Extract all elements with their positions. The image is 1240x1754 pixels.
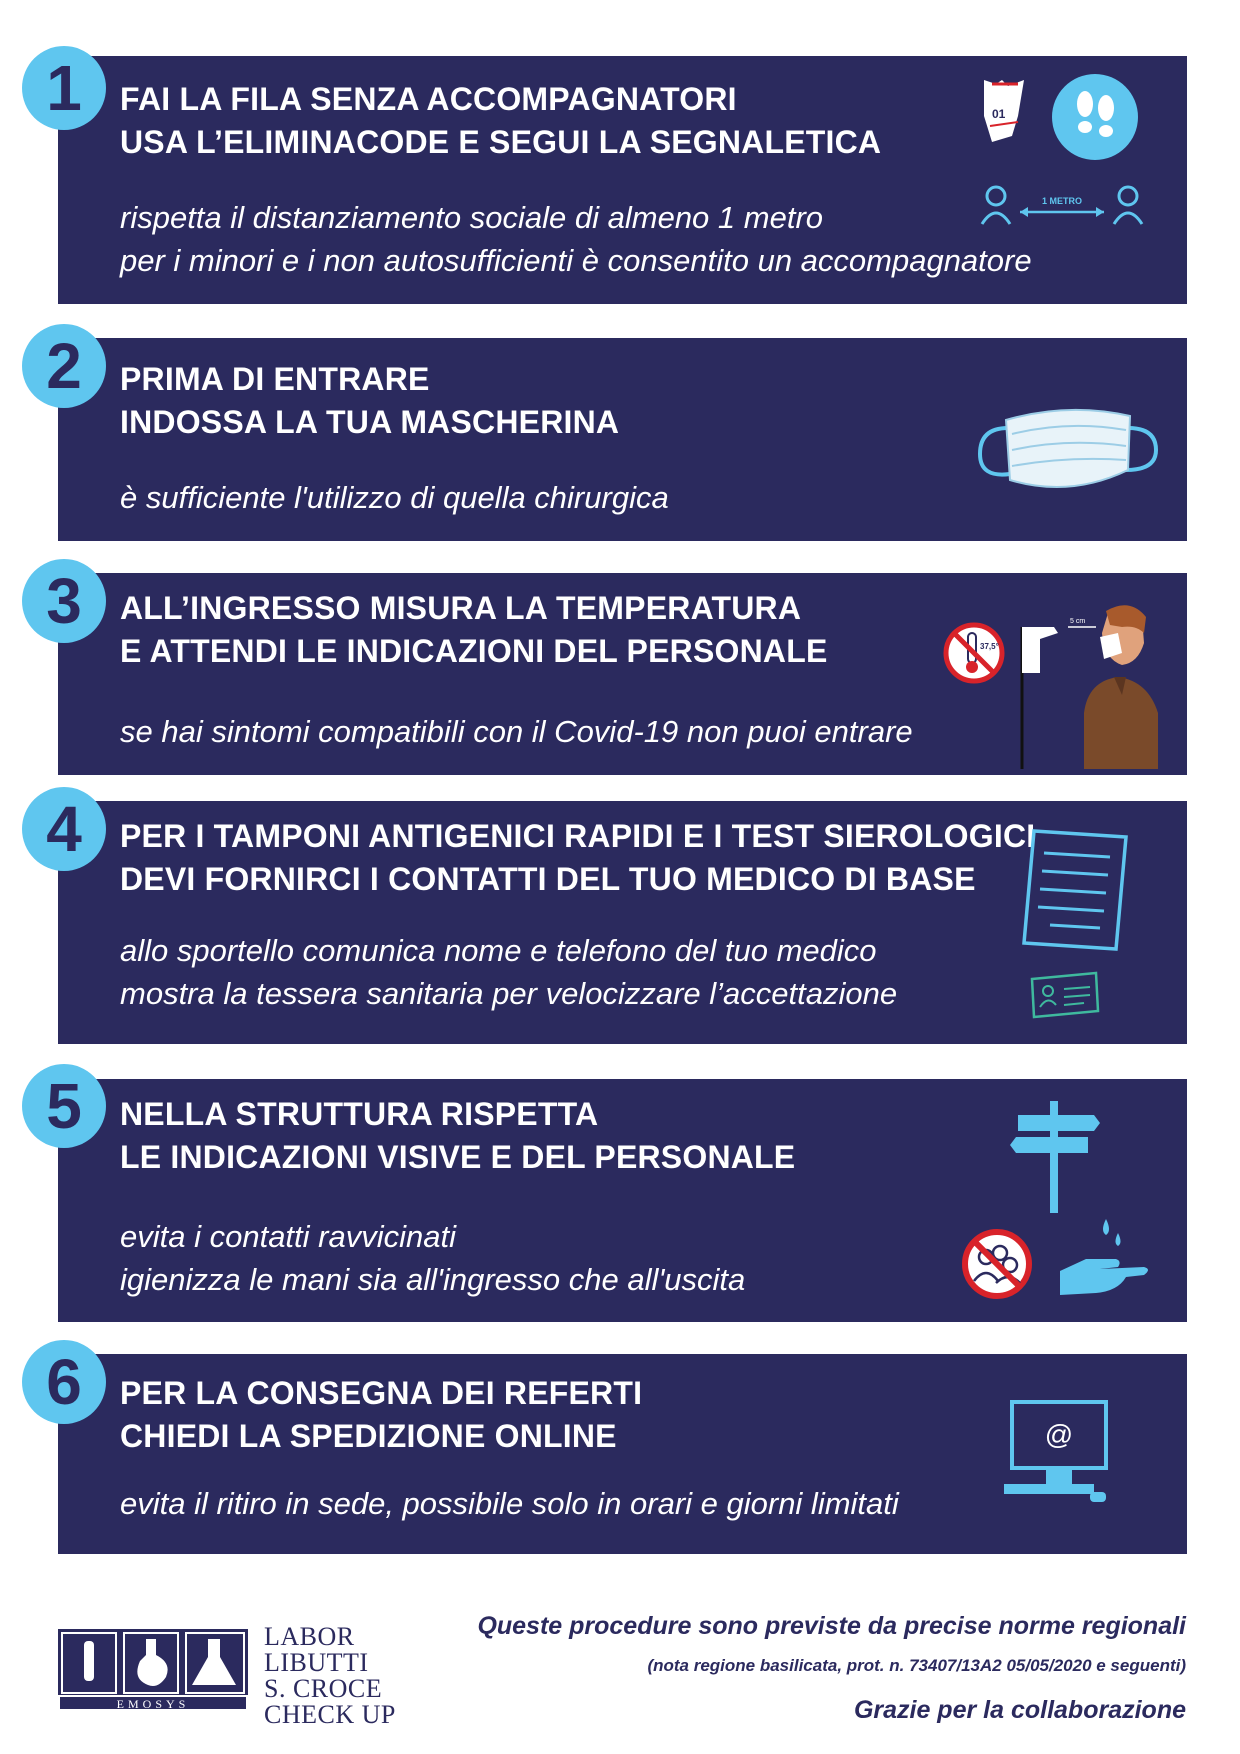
regulation-note: Queste procedure sono previste da precise norme regionali <box>477 1612 1186 1640</box>
step-title-line: CHIEDI LA SPEDIZIONE ONLINE <box>120 1418 617 1454</box>
step-title-line: PRIMA DI ENTRARE <box>120 361 430 397</box>
step-subtitle <box>120 1215 745 1301</box>
step-title <box>120 1372 642 1458</box>
logo-text: EMOSYS <box>116 1697 190 1711</box>
step-title <box>120 1093 795 1179</box>
step-panel-5 <box>58 1079 1187 1322</box>
id-card-icon <box>1028 971 1100 1019</box>
step-title-line: PER I TAMPONI ANTIGENICI RAPIDI E I TEST SIEROLOGICI <box>120 818 1036 854</box>
step-title <box>120 358 619 444</box>
brand-line: LIBUTTI <box>264 1648 369 1677</box>
step-title-line: PER LA CONSEGNA DEI REFERTI <box>120 1375 643 1411</box>
step-subtitle-line: igienizza le mani sia all'ingresso che all'uscita <box>120 1262 746 1297</box>
no-crowd-icon <box>960 1227 1034 1301</box>
hand-sanitize-icon <box>1056 1215 1156 1301</box>
email-symbol: @ <box>1044 1419 1074 1450</box>
document-icon <box>1020 827 1130 953</box>
step-subtitle <box>120 476 669 519</box>
step-number: 2 <box>46 330 82 402</box>
step-number: 1 <box>46 52 82 124</box>
step-number: 3 <box>46 565 82 637</box>
step-subtitle-line: mostra la tessera sanitaria per velocizzare l’accettazione <box>120 976 898 1011</box>
thanks-text: Grazie per la collaborazione <box>853 1696 1186 1724</box>
step-panel-3 <box>58 573 1187 775</box>
step-subtitle-line: evita il ritiro in sede, possibile solo in orari e giorni limitati <box>120 1486 899 1521</box>
signpost-icon <box>1008 1101 1100 1213</box>
scanner-distance: 5 cm <box>1070 618 1086 625</box>
step-title <box>120 78 881 164</box>
brand-line: LABOR <box>264 1622 355 1651</box>
surgical-mask-icon <box>978 398 1158 494</box>
step-title <box>120 815 1035 901</box>
step-subtitle-line: è sufficiente l'utilizzo di quella chirurgica <box>120 480 669 515</box>
brand-line: S. CROCE <box>264 1674 383 1703</box>
brand-name <box>264 1624 396 1728</box>
step-title-line: INDOSSA LA TUA MASCHERINA <box>120 404 620 440</box>
queue-ticket-icon <box>978 76 1030 148</box>
emosys-logo <box>58 1629 248 1711</box>
step-number-badge <box>22 559 106 643</box>
regulation-reference: (nota regione basilicata, prot. n. 73407/13A2 05/05/2020 e seguenti) <box>647 1656 1186 1675</box>
step-title-line: LE INDICAZIONI VISIVE E DEL PERSONALE <box>120 1139 796 1175</box>
step-number-badge <box>22 787 106 871</box>
step-subtitle <box>120 929 897 1015</box>
step-panel-2 <box>58 338 1187 541</box>
step-panel-6 <box>58 1354 1187 1554</box>
step-number: 6 <box>46 1346 82 1418</box>
step-title-line: USA L’ELIMINACODE E SEGUI LA SEGNALETICA <box>120 124 882 160</box>
step-number-badge <box>22 46 106 130</box>
thermoscanner-person-icon <box>1018 603 1168 773</box>
ticket-number: 01 <box>992 107 1006 121</box>
step-number-badge <box>22 1340 106 1424</box>
step-number-badge <box>22 324 106 408</box>
step-title <box>120 587 828 673</box>
step-subtitle <box>120 196 1032 282</box>
footprints-icon <box>1052 74 1138 160</box>
step-title-line: NELLA STRUTTURA RISPETTA <box>120 1096 599 1132</box>
step-title-line: DEVI FORNIRCI I CONTATTI DEL TUO MEDICO DI BASE <box>120 861 976 897</box>
brand-line: CHECK UP <box>264 1700 396 1729</box>
step-subtitle-line: per i minori e i non autosufficienti è consentito un accompagnatore <box>120 243 1032 278</box>
step-subtitle-line: se hai sintomi compatibili con il Covid-19 non puoi entrare <box>120 714 913 749</box>
step-number: 4 <box>46 793 82 865</box>
temperature-label: 37,5° <box>980 642 999 651</box>
step-title-line: ALL’INGRESSO MISURA LA TEMPERATURA <box>120 590 802 626</box>
step-panel-1 <box>58 56 1187 304</box>
distance-label: 1 METRO <box>1041 196 1083 206</box>
no-fever-icon <box>942 621 1006 685</box>
step-number: 5 <box>46 1070 82 1142</box>
step-title-line: E ATTENDI LE INDICAZIONI DEL PERSONALE <box>120 633 828 669</box>
distance-icon <box>980 182 1144 230</box>
step-panel-4 <box>58 801 1187 1044</box>
step-subtitle-line: allo sportello comunica nome e telefono del tuo medico <box>120 933 877 968</box>
computer-email-icon <box>1002 1400 1110 1512</box>
step-number-badge <box>22 1064 106 1148</box>
step-subtitle <box>120 1482 899 1525</box>
step-subtitle-line: rispetta il distanziamento sociale di almeno 1 metro <box>120 200 824 235</box>
step-title-line: FAI LA FILA SENZA ACCOMPAGNATORI <box>120 81 737 117</box>
step-subtitle <box>120 710 913 753</box>
step-subtitle-line: evita i contatti ravvicinati <box>120 1219 456 1254</box>
